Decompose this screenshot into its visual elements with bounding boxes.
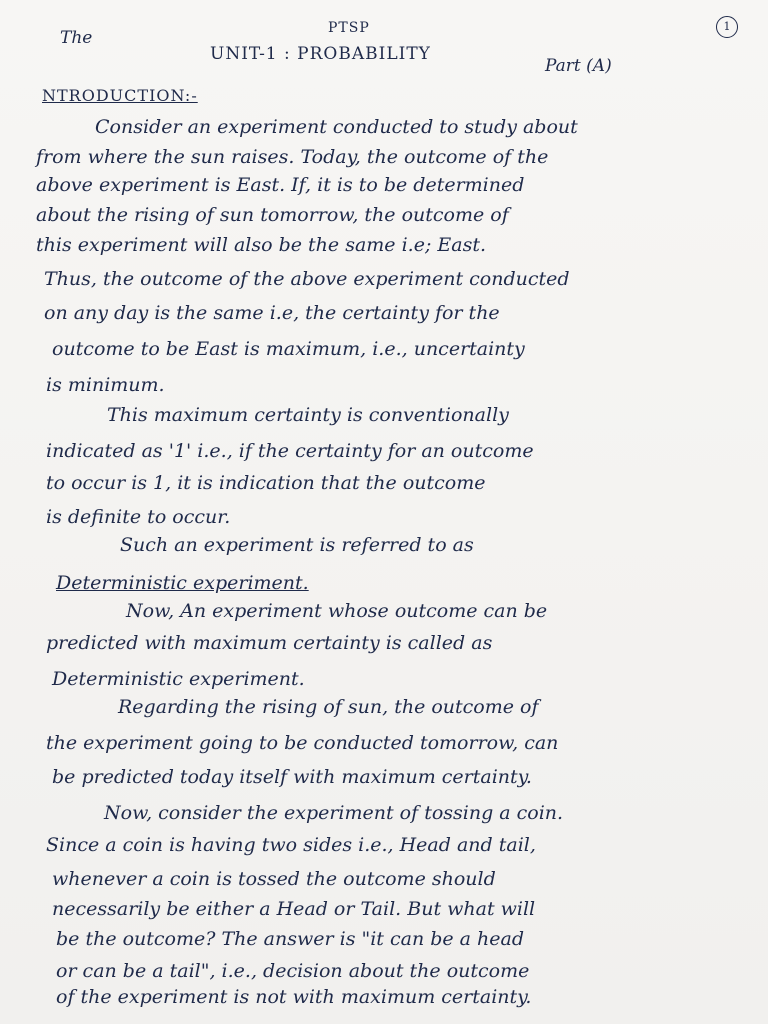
text-line: Since a coin is having two sides i.e., Head and tail,: [46, 834, 536, 856]
text-line: Thus, the outcome of the above experiment conducted: [44, 268, 570, 290]
text-line: from where the sun raises. Today, the outcome of the: [36, 146, 549, 168]
text-line: Such an experiment is referred to as: [120, 534, 474, 556]
text-line: be predicted today itself with maximum certainty.: [52, 766, 532, 788]
text-line: or can be a tail", i.e., decision about the outcome: [56, 960, 530, 982]
text-line: is minimum.: [46, 374, 165, 396]
text-line: of the experiment is not with maximum certainty.: [56, 986, 532, 1008]
subject-title: PTSP: [328, 20, 370, 36]
text-line: predicted with maximum certainty is called as: [46, 632, 493, 654]
section-heading: NTRODUCTION:-: [42, 86, 198, 105]
text-line: about the rising of sun tomorrow, the outcome of: [36, 204, 509, 226]
text-line: necessarily be either a Head or Tail. But what will: [52, 898, 536, 920]
corner-note: The: [60, 28, 93, 48]
text-line: outcome to be East is maximum, i.e., uncertainty: [52, 338, 525, 360]
text-line: above experiment is East. If, it is to be determined: [36, 174, 525, 196]
text-line: This maximum certainty is conventionally: [107, 404, 509, 426]
page-number: 1: [716, 16, 738, 38]
text-line: indicated as '1' i.e., if the certainty for an outcome: [46, 440, 534, 462]
text-line: Regarding the rising of sun, the outcome of: [118, 696, 539, 718]
part-label: Part (A): [545, 56, 612, 76]
text-line: the experiment going to be conducted tomorrow, can: [46, 732, 559, 754]
text-line: this experiment will also be the same i.e; East.: [36, 234, 487, 256]
unit-title: UNIT-1 : PROBABILITY: [210, 44, 431, 64]
text-line: on any day is the same i.e, the certainty for the: [44, 302, 500, 324]
text-line: to occur is 1, it is indication that the outcome: [46, 472, 486, 494]
text-line: Deterministic experiment.: [52, 668, 305, 690]
text-line: Now, An experiment whose outcome can be: [126, 600, 548, 622]
text-line: Consider an experiment conducted to study about: [95, 116, 578, 138]
text-line: be the outcome? The answer is "it can be a head: [56, 928, 525, 950]
text-line: Deterministic experiment.: [56, 572, 309, 594]
text-line: is definite to occur.: [46, 506, 231, 528]
text-line: Now, consider the experiment of tossing a coin.: [104, 802, 564, 824]
text-line: whenever a coin is tossed the outcome should: [52, 868, 496, 890]
